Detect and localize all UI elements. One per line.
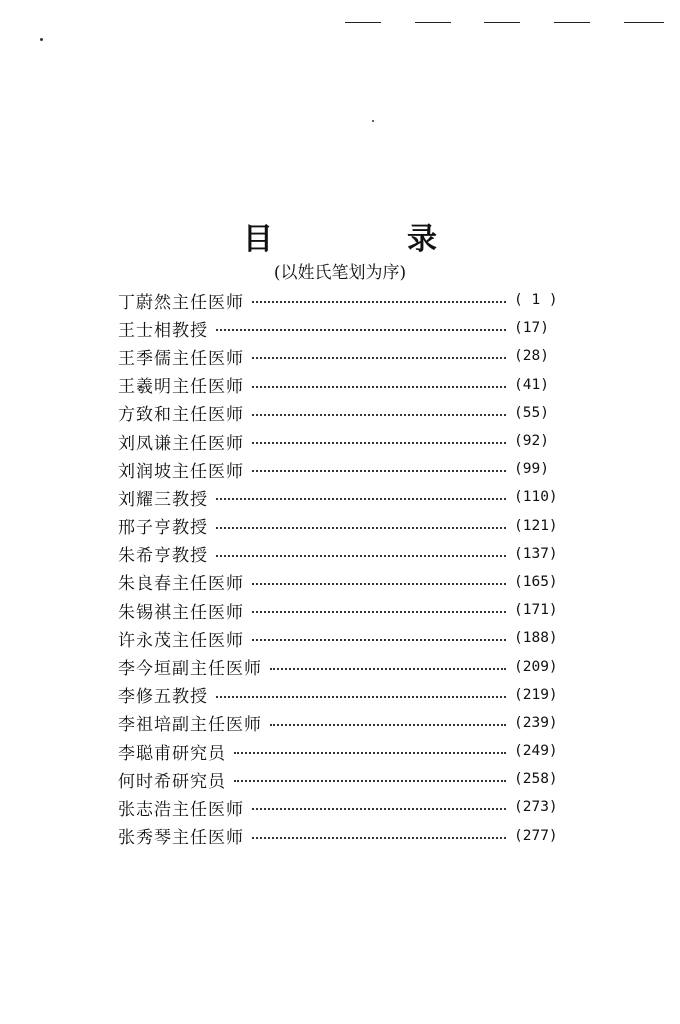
toc-entry-name: 刘润坡主任医师 bbox=[118, 461, 244, 482]
toc-entry-name: 李祖培副主任医师 bbox=[118, 715, 262, 736]
toc-dot-leader bbox=[216, 555, 506, 557]
header-rule-2 bbox=[415, 22, 451, 23]
toc-entry-name: 朱良春主任医师 bbox=[118, 574, 244, 595]
header-rule-1 bbox=[345, 22, 381, 23]
toc-entry[interactable] bbox=[118, 314, 578, 342]
toc-entry-page: (99) bbox=[514, 461, 549, 478]
toc-entry-name: 李聪甫研究员 bbox=[118, 743, 226, 764]
toc-entry-page: (41) bbox=[514, 376, 549, 393]
toc-entry-page: (273) bbox=[514, 799, 558, 816]
toc-entry-name: 朱希亨教授 bbox=[118, 546, 208, 567]
toc-entry[interactable] bbox=[118, 737, 578, 765]
toc-entry[interactable] bbox=[118, 512, 578, 540]
scan-speck bbox=[372, 120, 374, 122]
toc-dot-leader bbox=[270, 668, 506, 670]
toc-dot-leader bbox=[252, 639, 506, 641]
toc-entry[interactable] bbox=[118, 624, 578, 652]
toc-entry-name: 邢子亨教授 bbox=[118, 518, 208, 539]
toc-entry-page: (165) bbox=[514, 573, 558, 590]
toc-dot-leader bbox=[252, 442, 506, 444]
toc-entry-name: 李今垣副主任医师 bbox=[118, 659, 262, 680]
toc-entry-name: 王羲明主任医师 bbox=[118, 377, 244, 398]
toc-entry-name: 何时希研究员 bbox=[118, 771, 226, 792]
toc-entry[interactable] bbox=[118, 709, 578, 737]
toc-entry[interactable] bbox=[118, 342, 578, 370]
toc-entry-page: ( 1 ) bbox=[514, 292, 558, 309]
toc-entry-page: (55) bbox=[514, 404, 549, 421]
toc-entry[interactable] bbox=[118, 681, 578, 709]
toc-entry-page: (249) bbox=[514, 743, 558, 760]
toc-entry[interactable] bbox=[118, 822, 578, 850]
toc-dot-leader bbox=[252, 808, 506, 810]
toc-dot-leader bbox=[216, 527, 506, 529]
toc-dot-leader bbox=[216, 329, 506, 331]
toc-dot-leader bbox=[234, 752, 506, 754]
toc-entry-name: 朱锡祺主任医师 bbox=[118, 602, 244, 623]
toc-entry-page: (28) bbox=[514, 348, 549, 365]
toc-entry[interactable] bbox=[118, 371, 578, 399]
page-subtitle: (以姓氏笔划为序) bbox=[273, 263, 407, 283]
toc-entry[interactable] bbox=[118, 286, 578, 314]
toc-entry-page: (239) bbox=[514, 714, 558, 731]
toc-entry-page: (277) bbox=[514, 827, 558, 844]
header-rule-5 bbox=[624, 22, 664, 23]
toc-entry-name: 王季儒主任医师 bbox=[118, 348, 244, 369]
header-rule-4 bbox=[554, 22, 590, 23]
toc-dot-leader bbox=[252, 583, 506, 585]
toc-entry-page: (188) bbox=[514, 630, 558, 647]
scan-speck bbox=[40, 38, 43, 41]
toc-entry[interactable] bbox=[118, 596, 578, 624]
toc-dot-leader bbox=[252, 414, 506, 416]
toc-entry[interactable] bbox=[118, 483, 578, 511]
toc-dot-leader bbox=[252, 301, 506, 303]
toc-dot-leader bbox=[216, 498, 506, 500]
toc-dot-leader bbox=[252, 837, 506, 839]
toc-entry-page: (121) bbox=[514, 517, 558, 534]
toc-entry-page: (137) bbox=[514, 545, 558, 562]
page-title: 目 录 bbox=[243, 222, 489, 258]
toc-entry-page: (171) bbox=[514, 602, 558, 619]
toc-dot-leader bbox=[270, 724, 506, 726]
table-of-contents bbox=[118, 286, 578, 850]
toc-dot-leader bbox=[252, 386, 506, 388]
toc-entry[interactable] bbox=[118, 793, 578, 821]
toc-entry-name: 刘耀三教授 bbox=[118, 489, 208, 510]
toc-entry-name: 丁蔚然主任医师 bbox=[118, 292, 244, 313]
toc-entry-name: 刘凤谦主任医师 bbox=[118, 433, 244, 454]
toc-dot-leader bbox=[252, 470, 506, 472]
toc-entry-name: 许永茂主任医师 bbox=[118, 630, 244, 651]
toc-entry[interactable] bbox=[118, 455, 578, 483]
toc-entry-name: 李修五教授 bbox=[118, 687, 208, 708]
toc-dot-leader bbox=[234, 780, 506, 782]
toc-dot-leader bbox=[252, 611, 506, 613]
toc-dot-leader bbox=[252, 357, 506, 359]
header-rule-3 bbox=[484, 22, 520, 23]
toc-dot-leader bbox=[216, 696, 506, 698]
toc-entry-page: (17) bbox=[514, 320, 549, 337]
toc-entry-page: (258) bbox=[514, 771, 558, 788]
toc-entry-name: 王士相教授 bbox=[118, 320, 208, 341]
toc-entry[interactable] bbox=[118, 568, 578, 596]
toc-entry[interactable] bbox=[118, 427, 578, 455]
toc-entry-name: 张志浩主任医师 bbox=[118, 799, 244, 820]
toc-entry-page: (209) bbox=[514, 658, 558, 675]
toc-entry[interactable] bbox=[118, 540, 578, 568]
toc-entry-name: 方致和主任医师 bbox=[118, 405, 244, 426]
toc-entry-page: (92) bbox=[514, 433, 549, 450]
toc-entry-name: 张秀琴主任医师 bbox=[118, 828, 244, 849]
toc-entry-page: (110) bbox=[514, 489, 558, 506]
toc-entry[interactable] bbox=[118, 399, 578, 427]
toc-entry-page: (219) bbox=[514, 686, 558, 703]
toc-entry[interactable] bbox=[118, 652, 578, 680]
toc-entry[interactable] bbox=[118, 765, 578, 793]
